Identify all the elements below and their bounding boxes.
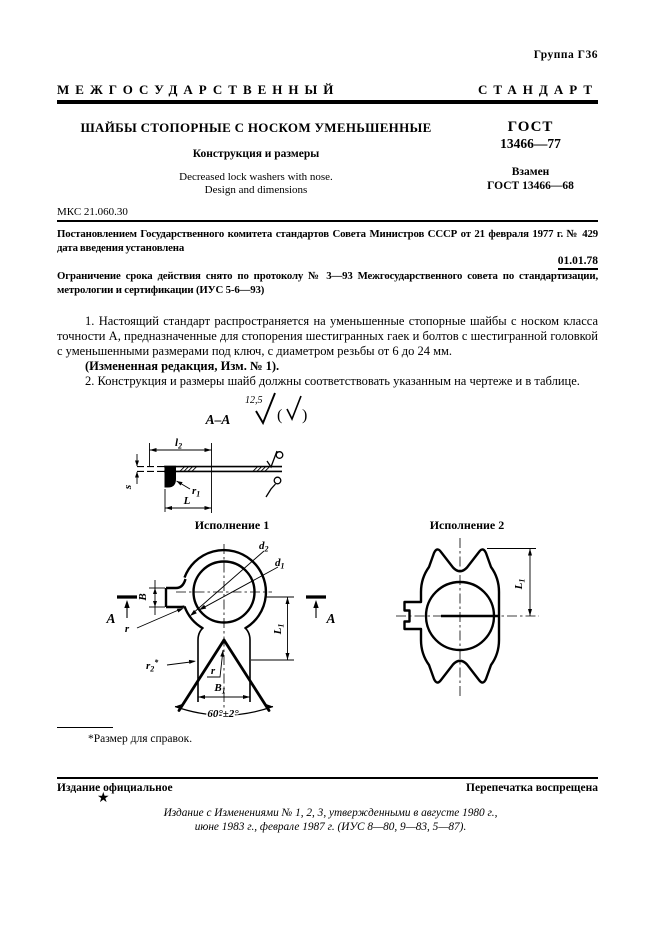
dimension-L1: [487, 549, 536, 617]
roughness-value: 12,5: [245, 395, 263, 406]
standard-word-1: МЕЖГОСУДАРСТВЕННЫЙ: [57, 82, 340, 97]
standard-word-2: СТАНДАРТ: [477, 82, 598, 97]
body-text: [57, 314, 598, 389]
nose-edge-right: [224, 640, 269, 711]
replaces-block: [463, 165, 598, 193]
leader-r1: [177, 481, 191, 489]
document-title: ШАЙБЫ СТОПОРНЫЕ С НОСКОМ УМЕНЬШЕННЫЕ: [80, 120, 432, 135]
gost-label: ГОСТ: [507, 119, 554, 135]
dim-L1-label: $L_1$: [272, 623, 286, 635]
washer-outline: [166, 550, 266, 628]
edition-note-line1: Издание с Изменениями № 1, 2, 3, утвержденными в августе 1980 г.,: [163, 807, 498, 819]
star-icon: ★: [97, 791, 110, 806]
leader-r-neck: [137, 608, 184, 628]
title-en-line2: Design and dimensions: [204, 184, 308, 196]
centerlines: [396, 538, 539, 698]
paren-open-glyph: (: [277, 407, 283, 424]
title-en-line1: Decreased lock washers with nose.: [179, 171, 333, 183]
bent-nose-section: [165, 466, 177, 488]
group-code: Группа Г36: [533, 49, 598, 61]
section-letter-right: А: [326, 611, 336, 626]
dim-d1-label: $d_1$: [275, 557, 285, 571]
variant2-label: Исполнение 2: [429, 518, 505, 532]
dim-angle-label: 60°±2°: [207, 708, 239, 720]
section-view-drawing: [110, 385, 360, 515]
dimension-s: [135, 454, 139, 484]
edition-note-line2: июне 1983 г., феврале 1987 г. (ИУС 8—80, 9—83, 5—87).: [194, 821, 467, 833]
footer-rule: [57, 777, 598, 779]
header-rule: [57, 100, 598, 104]
dim-s-label: s: [122, 484, 134, 490]
washer-section-plate: [137, 466, 282, 488]
dim-L1-label: $L_1$: [513, 578, 527, 590]
gost-number: 13466—77: [500, 136, 561, 151]
footnote: *Размер для справок.: [88, 733, 193, 745]
reprint-forbidden-label: Перепечатка воспрещена: [466, 782, 598, 794]
paren-close-glyph: ): [302, 407, 308, 424]
standard-number-block: [463, 119, 598, 193]
dim-B-label: B: [137, 593, 149, 601]
clause-2: 2. Конструкция и размеры шайб должны соответствовать указанным на чертеже и в таблице.: [85, 374, 580, 388]
standard-type-heading: [57, 82, 598, 98]
leader-r2: [167, 660, 196, 665]
clause-1: 1. Настоящий стандарт распространяется на уменьшенные стопорные шайбы с носком класса точности А, предназначенные для стопорения шестигранных гаек и болтов с шестигранной головкой с уменьшенными размерами под ключ, с диаметром резьбы от 6 до 24 мм.: [57, 314, 598, 358]
clause-1-note: (Измененная редакция, Изм. № 1).: [85, 359, 280, 373]
variant1-label: Исполнение 1: [194, 518, 270, 532]
dim-d2-label: $d_2$: [259, 540, 269, 554]
section-letter-left: А: [106, 611, 116, 626]
dimension-B: [149, 580, 165, 615]
dim-r2-label: $r_2^*$: [146, 658, 159, 674]
variant2-drawing: [390, 515, 570, 710]
dim-B1-label: $B_1$: [214, 682, 226, 696]
footnote-rule: [57, 727, 113, 728]
nose-edge-left: [179, 640, 224, 711]
variant1-drawing: [100, 515, 340, 735]
effective-date: 01.01.78: [558, 255, 598, 270]
replaces-number: ГОСТ 13466—68: [487, 180, 574, 192]
mks-code: МКС 21.060.30: [57, 206, 128, 218]
dim-r-neck-label: r: [124, 623, 130, 635]
footer-row: [57, 782, 598, 794]
decree-paragraph: Постановлением Государственного комитета стандартов Совета Министров СССР от 21 февраля 1977 г. № 429 дата введения установлена: [57, 228, 598, 254]
surface-roughness-symbols: [266, 451, 283, 497]
edition-note: [60, 806, 601, 834]
document-subtitle: Конструкция и размеры: [192, 148, 320, 160]
official-edition-label: Издание официальное: [57, 782, 173, 794]
divider-rule: [57, 220, 598, 222]
dim-l2-label: $l_2$: [175, 437, 183, 451]
limitation-paragraph: Ограничение срока действия снято по протоколу № 3—93 Межгосударственного совета по стандартизации, метрологии и сертификации (ИУС 5-6—93): [57, 270, 598, 296]
replaces-label: Взамен: [511, 166, 550, 178]
dimension-l2: [150, 443, 212, 513]
dim-r-apex-label: r: [210, 665, 216, 677]
section-label: А–А: [205, 412, 231, 427]
title-block: [70, 120, 442, 197]
hatching: [180, 467, 270, 471]
dim-L-label: L: [183, 495, 191, 507]
dim-r1-label: $r_1$: [192, 485, 201, 499]
document-title-english: [70, 171, 442, 197]
effective-date-line: [57, 255, 598, 270]
